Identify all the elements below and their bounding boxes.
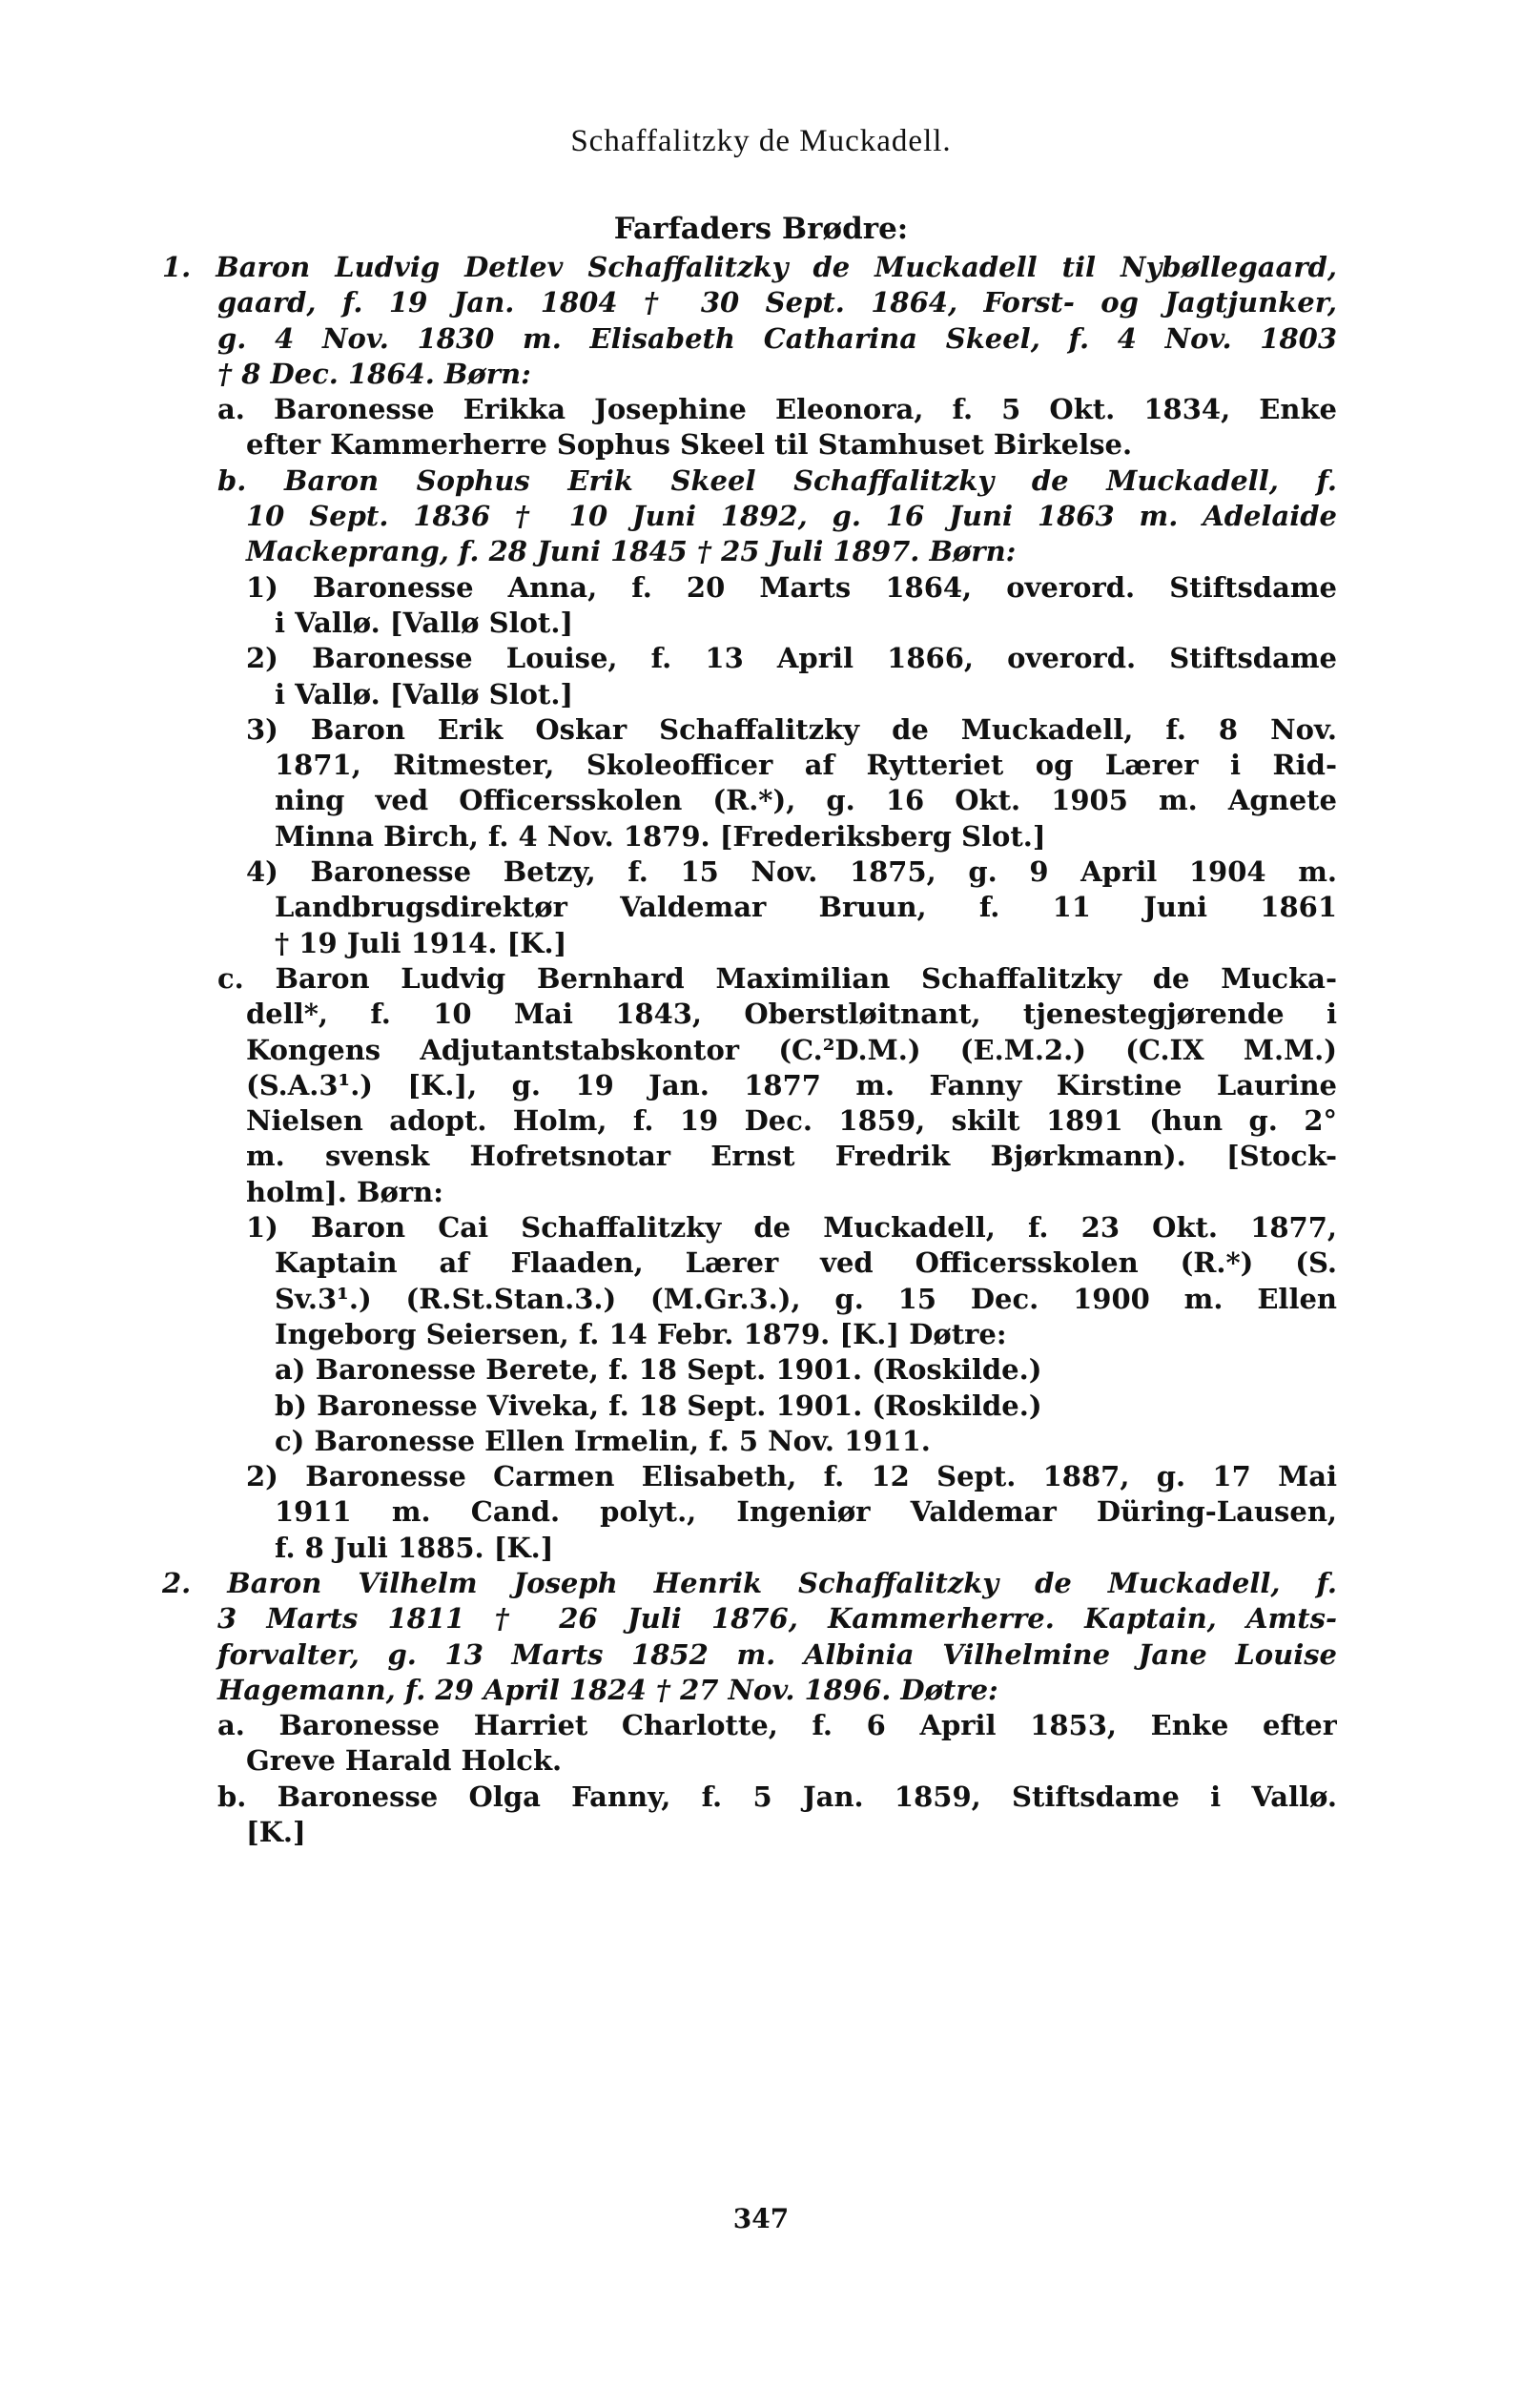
- text-line: 1871, Ritmester, Skoleofficer af Rytteriet og Lærer i Rid-: [275, 749, 1337, 782]
- text-line: a) Baronesse Berete, f. 18 Sept. 1901. (Roskilde.): [275, 1353, 1042, 1387]
- text-line: Nielsen adopt. Holm, f. 19 Dec. 1859, skilt 1891 (hun g. 2°: [246, 1104, 1337, 1138]
- text-line: forvalter, g. 13 Marts 1852 m. Albinia Vilhelmine Jane Louise: [217, 1637, 1337, 1671]
- text-line: 3 Marts 1811 † 26 Juli 1876, Kammerherre. Kaptain, Amts-: [217, 1602, 1337, 1636]
- text-line: (S.A.3¹.) [K.], g. 19 Jan. 1877 m. Fanny Kirstine Laurine: [246, 1068, 1337, 1101]
- text-line: c. Baron Ludvig Bernhard Maximilian Schaffalitzky de Mucka-: [217, 961, 1337, 995]
- text-line: b) Baronesse Viveka, f. 18 Sept. 1901. (Roskilde.): [275, 1389, 1042, 1422]
- text-line: b. Baron Sophus Erik Skeel Schaffalitzky de Muckadell, f.: [217, 463, 1337, 497]
- text-line: † 8 Dec. 1864. Børn:: [217, 357, 531, 390]
- text-line: f. 8 Juli 1885. [K.]: [275, 1531, 554, 1564]
- text-line: 1911 m. Cand. polyt., Ingeniør Valdemar Düring-Lausen,: [275, 1495, 1337, 1529]
- text-line: holm]. Børn:: [246, 1175, 443, 1208]
- text-line: 2. Baron Vilhelm Joseph Henrik Schaffalitzky de Muckadell, f.: [162, 1566, 1337, 1599]
- text-line: Kaptain af Flaaden, Lærer ved Officersskolen (R.*) (S.: [275, 1246, 1337, 1280]
- text-line: 1) Baronesse Anna, f. 20 Marts 1864, overord. Stiftsdame: [246, 570, 1337, 604]
- text-line: 1) Baron Cai Schaffalitzky de Muckadell, f. 23 Okt. 1877,: [246, 1211, 1337, 1245]
- text-line: a. Baronesse Harriet Charlotte, f. 6 April 1853, Enke efter: [217, 1709, 1337, 1742]
- text-line: Sv.3¹.) (R.St.Stan.3.) (M.Gr.3.), g. 15 Dec. 1900 m. Ellen: [275, 1282, 1337, 1315]
- text-line: i Vallø. [Vallø Slot.]: [275, 677, 574, 710]
- text-line: a. Baronesse Erikka Josephine Eleonora, f. 5 Okt. 1834, Enke: [217, 393, 1337, 426]
- text-line: dell*, f. 10 Mai 1843, Oberstløitnant, tjenestegjørende i: [246, 998, 1337, 1031]
- text-line: † 19 Juli 1914. [K.]: [275, 926, 567, 959]
- text-line: efter Kammerherre Sophus Skeel til Stamhuset Birkelse.: [246, 428, 1133, 462]
- page-number: 347: [732, 2203, 790, 2234]
- text-line: 2) Baronesse Louise, f. 13 April 1866, overord. Stiftsdame: [246, 642, 1337, 675]
- text-line: 10 Sept. 1836 † 10 Juni 1892, g. 16 Juni 1863 m. Adelaide: [246, 500, 1337, 533]
- text-line: i Vallø. [Vallø Slot.]: [275, 606, 574, 639]
- text-line: c) Baronesse Ellen Irmelin, f. 5 Nov. 1911.: [275, 1424, 931, 1457]
- text-line: ning ved Officersskolen (R.*), g. 16 Okt. 1905 m. Agnete: [275, 784, 1337, 817]
- text-line: 2) Baronesse Carmen Elisabeth, f. 12 Sept. 1887, g. 17 Mai: [246, 1460, 1337, 1493]
- text-line: 4) Baronesse Betzy, f. 15 Nov. 1875, g. 9 April 1904 m.: [246, 855, 1337, 889]
- genealogy-text-block: [162, 250, 1337, 1850]
- text-line: 1. Baron Ludvig Detlev Schaffalitzky de Muckadell til Nybøllegaard,: [162, 251, 1337, 283]
- text-line: Landbrugsdirektør Valdemar Bruun, f. 11 Juni 1861: [275, 891, 1337, 924]
- text-line: [K.]: [246, 1816, 306, 1849]
- running-header: Schaffalitzky de Muckadell.: [570, 124, 952, 158]
- text-line: 3) Baron Erik Oskar Schaffalitzky de Muckadell, f. 8 Nov.: [246, 712, 1337, 746]
- text-line: Hagemann, f. 29 April 1824 † 27 Nov. 1896. Døtre:: [217, 1673, 998, 1706]
- text-line: Greve Harald Holck.: [246, 1744, 563, 1778]
- text-line: Kongens Adjutantstabskontor (C.²D.M.) (E.M.2.) (C.IX M.M.): [246, 1033, 1337, 1066]
- section-heading: Farfaders Brødre:: [613, 212, 909, 246]
- text-line: b. Baronesse Olga Fanny, f. 5 Jan. 1859, Stiftsdame i Vallø.: [217, 1780, 1337, 1813]
- text-line: Mackeprang, f. 28 Juni 1845 † 25 Juli 1897. Børn:: [246, 535, 1017, 568]
- text-line: m. svensk Hofretsnotar Ernst Fredrik Bjørkmann). [Stock-: [246, 1140, 1337, 1173]
- text-line: g. 4 Nov. 1830 m. Elisabeth Catharina Skeel, f. 4 Nov. 1803: [217, 321, 1337, 355]
- text-line: Minna Birch, f. 4 Nov. 1879. [Frederiksberg Slot.]: [275, 819, 1046, 853]
- text-line: Ingeborg Seiersen, f. 14 Febr. 1879. [K.] Døtre:: [275, 1317, 1007, 1350]
- text-line: gaard, f. 19 Jan. 1804 † 30 Sept. 1864, Forst- og Jagtjunker,: [217, 286, 1337, 319]
